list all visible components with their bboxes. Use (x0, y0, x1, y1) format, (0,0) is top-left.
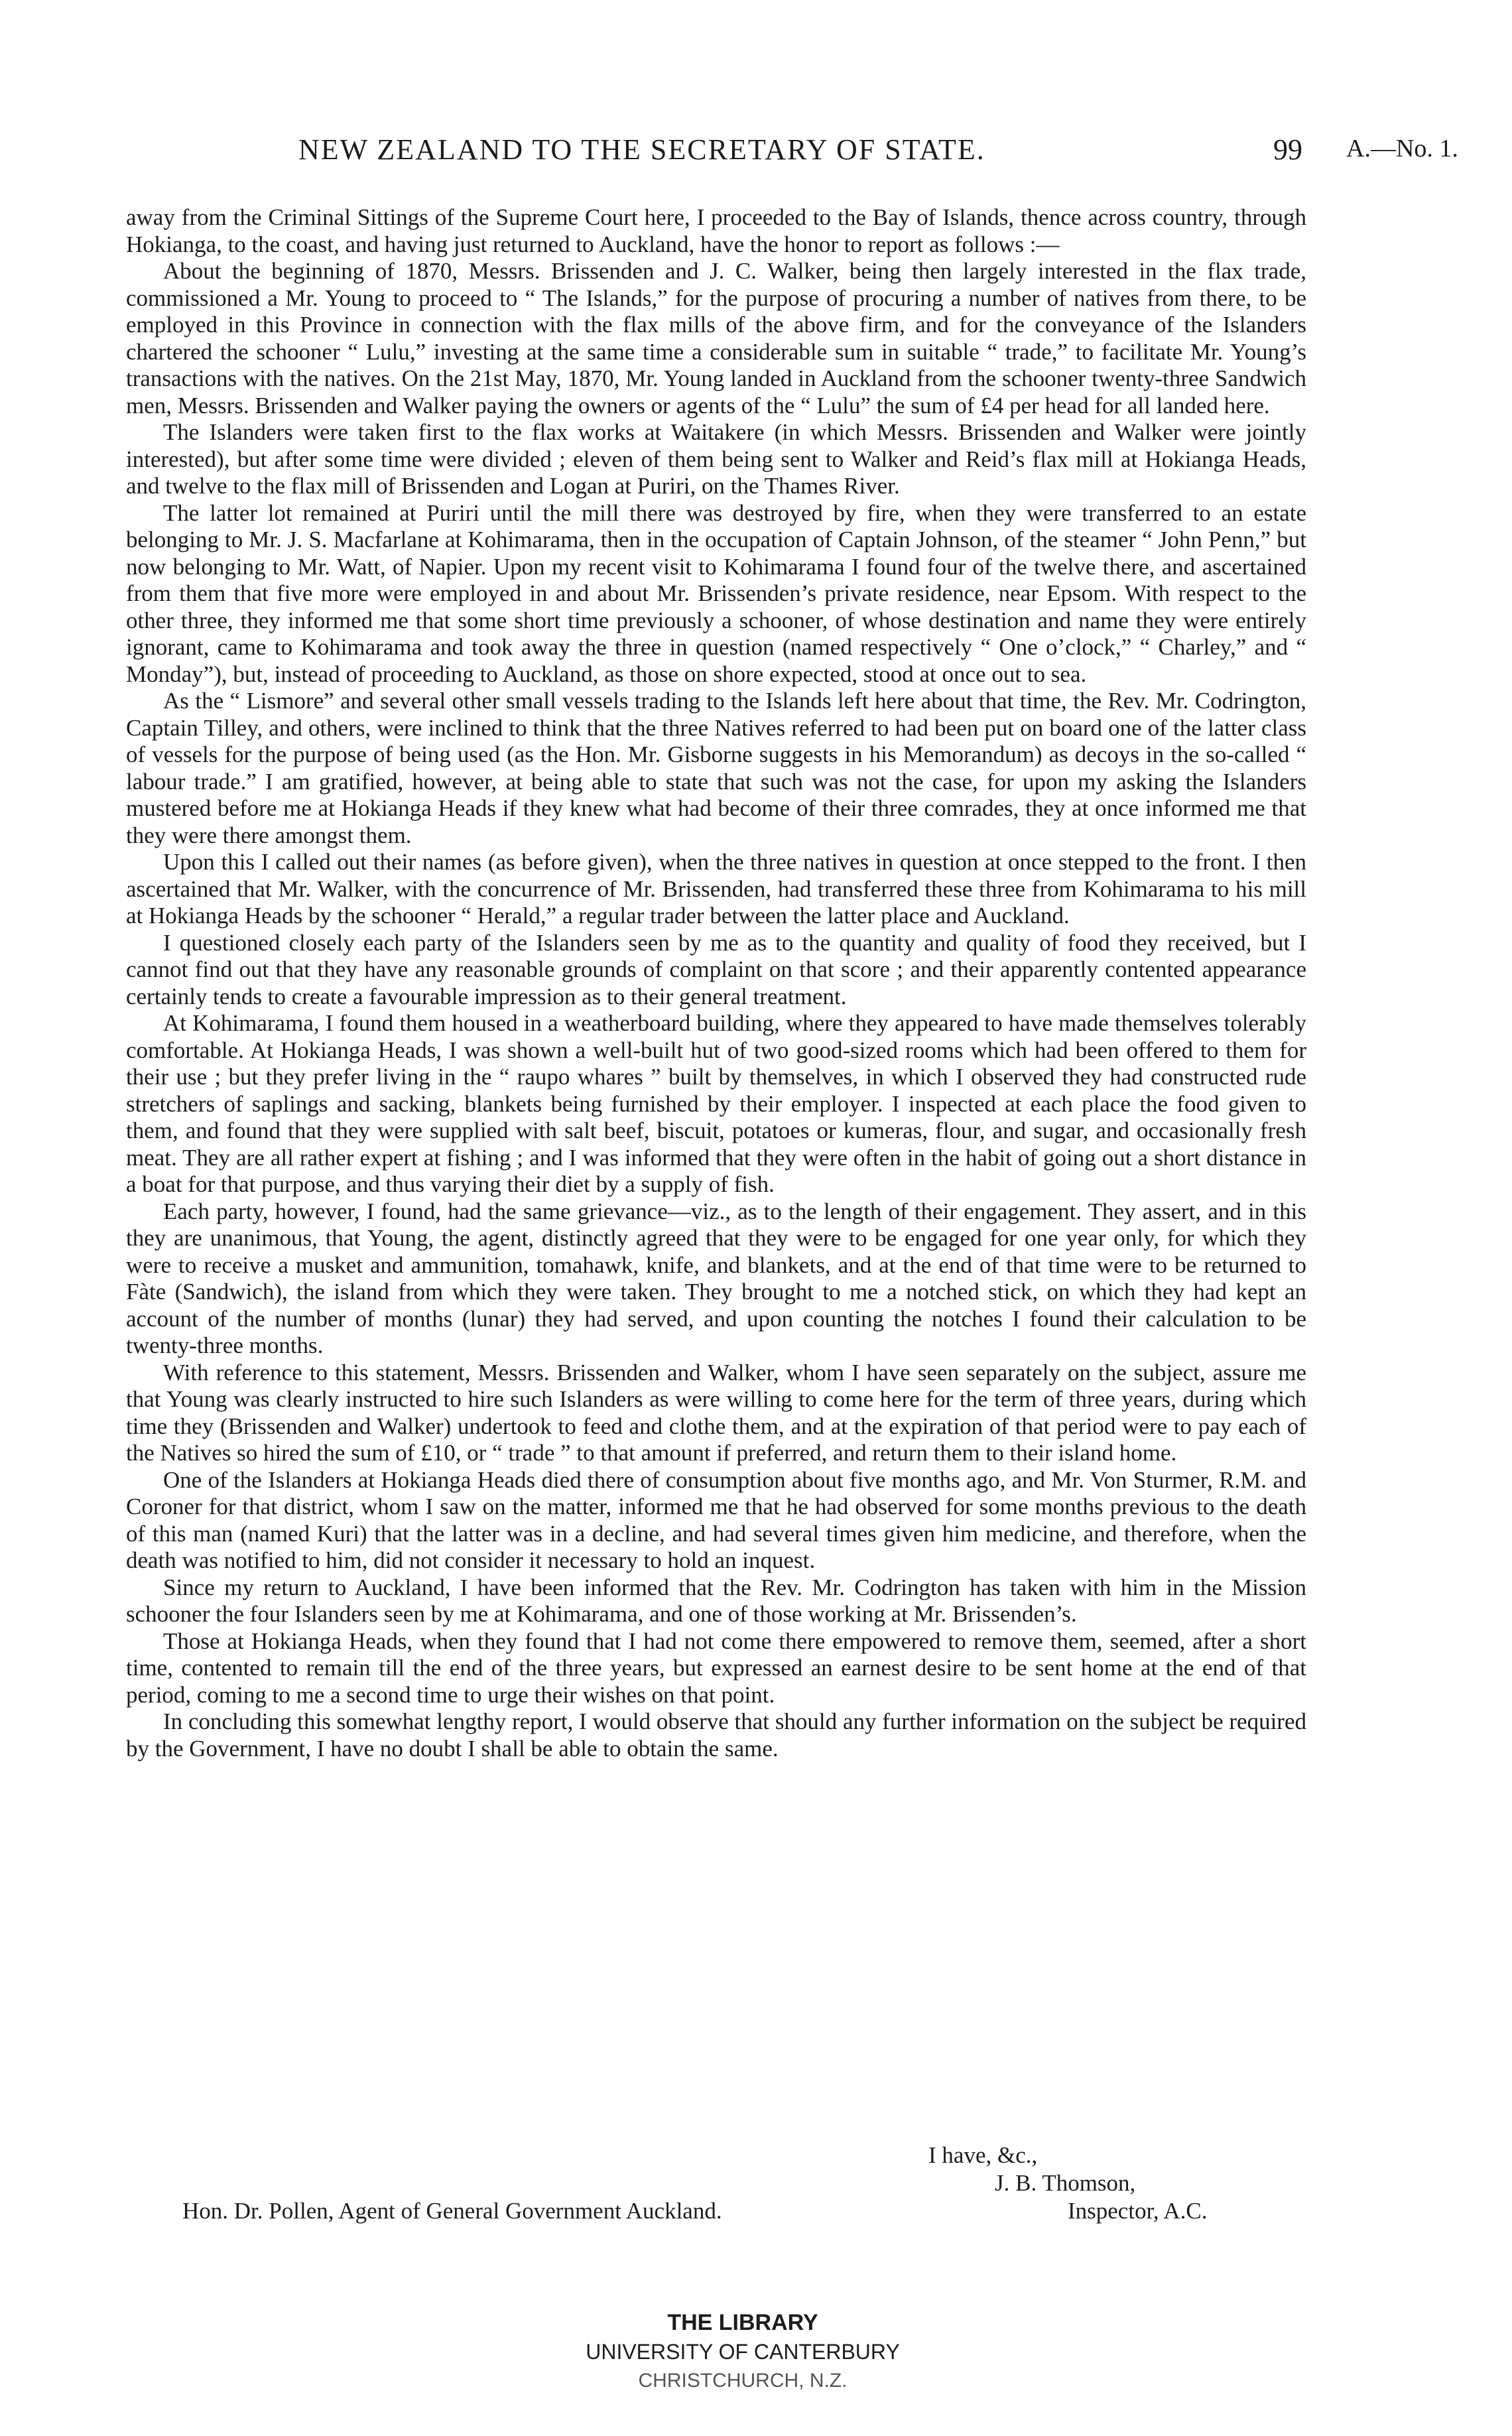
paragraph: Since my return to Auckland, I have been informed that the Rev. Mr. Codrington has taken with him in the Mission schooner the four Islanders seen by me at Kohimarama, and one of those working at Mr. Brissenden’s. (126, 1574, 1306, 1627)
page-header (126, 133, 1485, 172)
paragraph: In concluding this somewhat lengthy report, I would observe that should any further information on the subject be required by the Government, I have no doubt I shall be able to obtain the same. (126, 1708, 1306, 1762)
paragraph: away from the Criminal Sittings of the Supreme Court here, I proceeded to the Bay of Islands, thence across country, through Hokianga, to the coast, and having just returned to Auckland, have the honor to report as follows :— (126, 204, 1306, 257)
paragraph: Each party, however, I found, had the same grievance—viz., as to the length of their engagement. They assert, and in this they are unanimous, that Young, the agent, distinctly agreed that they were to be engaged for one year only, for which they were to receive a musket and ammunition, tomahawk, knife, and blankets, and at the end of that time were to be returned to Fàte (Sandwich), the island from which they were taken. They brought to me a notched stick, on which they had kept an account of the number of months (lunar) they had served, and upon counting the notches I found their calculation to be twenty-three months. (126, 1198, 1306, 1358)
paragraph: I questioned closely each party of the Islanders seen by me as to the quantity and quality of food they received, but I cannot find out that they have any reasonable grounds of complaint on that score ; and their apparently contented appearance certainly tends to create a favourable impression as to their general treatment. (126, 929, 1306, 1009)
paragraph: The latter lot remained at Puriri until the mill there was destroyed by fire, when they were transferred to an estate belonging to Mr. J. S. Macfarlane at Kohimarama, then in the occupation of Captain Johnson, of the steamer “ John Penn,” but now belonging to Mr. Watt, of Napier. Upon my recent visit to Kohimarama I found four of the twelve there, and ascertained from them that five more were employed in and about Mr. Brissenden’s private residence, near Epsom. With respect to the other three, they informed me that some short time previously a schooner, of whose destination and name they were entirely ignorant, came to Kohimarama and took away the three in question (named respectively “ One o’clock,” “ Charley,” and “ Monday”), but, instead of proceeding to Auckland, as those on shore expected, stood at once out to sea. (126, 499, 1306, 687)
paragraph: Those at Hokianga Heads, when they found that I had not come there empowered to remove them, seemed, after a short time, contented to remain till the end of the three years, but expressed an earnest desire to be sent home at the end of that period, coming to me a second time to urge their wishes on that point. (126, 1628, 1306, 1708)
signature-name: J. B. Thomson, (995, 2170, 1136, 2196)
paragraph: One of the Islanders at Hokianga Heads died there of consumption about five months ago, and Mr. Von Sturmer, R.M. and Coroner for that district, whom I saw on the matter, informed me that he had observed for some months previous to the death of this man (named Kuri) that the latter was in a decline, and had several times given him medicine, and therefore, when the death was notified to him, did not consider it necessary to hold an inquest. (126, 1466, 1306, 1573)
signatory-title: Inspector, A.C. (1068, 2198, 1208, 2224)
stamp-line-city: CHRISTCHURCH, N.Z. (638, 2370, 848, 2392)
paragraph: With reference to this statement, Messrs. Brissenden and Walker, whom I have seen separately on the subject, assure me that Young was clearly instructed to hire such Islanders as were willing to come here for the term of three years, during which time they (Brissenden and Walker) undertook to feed and clothe them, and at the expiration of that period were to pay each of the Natives so hired the sum of £10, or “ trade ” to that amount if preferred, and return them to their island home. (126, 1359, 1306, 1466)
addressee: Hon. Dr. Pollen, Agent of General Government Auckland. (182, 2198, 722, 2224)
paragraph: At Kohimarama, I found them housed in a weatherboard building, where they appeared to have made themselves tolerably comfortable. At Hokianga Heads, I was shown a well-built hut of two good-sized rooms which had been offered to them for their use ; but they prefer living in the “ raupo whares ” built by themselves, in which I observed they had constructed rude stretchers of saplings and sacking, blankets being furnished by their employer. I inspected at each place the food given to them, and found that they were supplied with salt beef, biscuit, potatoes or kumeras, flour, and sugar, and occasionally fresh meat. They are all rather expert at fishing ; and I was informed that they were often in the habit of going out a short distance in a boat for that purpose, and thus varying their diet by a supply of fish. (126, 1010, 1306, 1197)
stamp-line-library: THE LIBRARY (667, 2310, 818, 2335)
paragraph: Upon this I called out their names (as before given), when the three natives in question at once stepped to the front. I then ascertained that Mr. Walker, with the concurrence of Mr. Brissenden, had transferred these three from Kohimarama to his mill at Hokianga Heads by the schooner “ Herald,” a regular trader between the latter place and Auckland. (126, 849, 1306, 929)
running-title: NEW ZEALAND TO THE SECRETARY OF STATE. (298, 133, 985, 166)
signature-closing: I have, &c., (928, 2142, 1038, 2168)
paragraph: The Islanders were taken first to the flax works at Waitakere (in which Messrs. Brissenden and Walker were jointly interested), but after some time were divided ; eleven of them being sent to Walker and Reid’s flax mill at Hokianga Heads, and twelve to the flax mill of Brissenden and Logan at Puriri, on the Thames River. (126, 419, 1306, 499)
stamp-line-university: UNIVERSITY OF CANTERBURY (586, 2340, 900, 2364)
paragraph: About the beginning of 1870, Messrs. Brissenden and J. C. Walker, being then largely interested in the flax trade, commissioned a Mr. Young to proceed to “ The Islands,” for the purpose of procuring a number of natives from there, to be employed in this Province in connection with the flax mills of the above firm, and for the conveyance of the Islanders chartered the schooner “ Lulu,” investing at the same time a considerable sum in suitable “ trade,” to facilitate Mr. Young’s transactions with the natives. On the 21st May, 1870, Mr. Young landed in Auckland from the schooner twenty-three Sandwich men, Messrs. Brissenden and Walker paying the owners or agents of the “ Lulu” the sum of £4 per head for all landed here. (126, 258, 1306, 418)
document-reference: A.—No. 1. (1346, 135, 1458, 162)
paragraph: As the “ Lismore” and several other small vessels trading to the Islands left here about that time, the Rev. Mr. Codrington, Captain Tilley, and others, were inclined to think that the three Natives referred to had been put on board one of the latter class of vessels for the purpose of being used (as the Hon. Mr. Gisborne suggests in his Memorandum) as decoys in the so-called “ labour trade.” I am gratified, however, at being able to state that such was not the case, for upon my asking the Islanders mustered before me at Hokianga Heads if they knew what had become of their three comrades, they at once informed me that they were there amongst them. (126, 688, 1306, 848)
library-stamp (544, 2308, 942, 2396)
page-number: 99 (1273, 133, 1302, 166)
report-body (126, 204, 1306, 1762)
